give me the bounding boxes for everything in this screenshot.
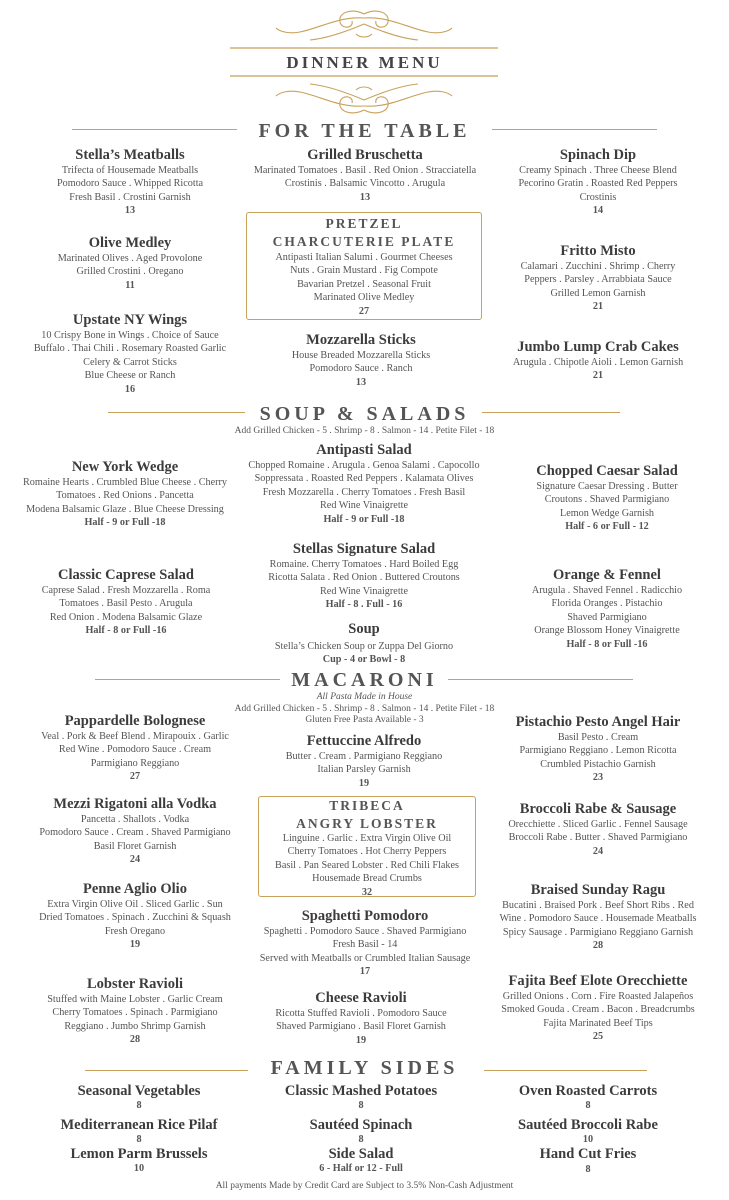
item-price: 27 <box>358 305 370 317</box>
item-desc: Shaved Parmigiano . Basil Floret Garnish <box>276 1021 446 1033</box>
item-name: Fritto Misto <box>560 243 636 259</box>
menu-item-mezzi-rigatoni-alla-vodka <box>15 795 255 867</box>
item-desc: Served with Meatballs or Crumbled Italian Sausage <box>259 952 471 964</box>
item-desc: Blue Cheese or Ranch <box>84 370 176 382</box>
item-desc: Red Wine . Pomodoro Sauce . Cream <box>58 744 212 756</box>
item-desc: Stella’s Chicken Soup or Zuppa Del Giorno <box>274 641 454 652</box>
item-name: Braised Sunday Ragu <box>530 882 666 898</box>
item-desc: Romaine Hearts . Crumbled Blue Cheese . Cherry <box>23 477 227 488</box>
item-price: 19 <box>358 777 370 789</box>
featured-pretzel-charcuterie <box>246 212 482 320</box>
item-price: 13 <box>124 205 136 217</box>
item-desc: Lemon Wedge Garnish <box>559 507 655 519</box>
item-name: Fettuccine Alfredo <box>306 733 422 749</box>
item-desc: Crostinis . Balsamic Vincotto . Arugula <box>284 178 446 190</box>
item-price: 28 <box>592 940 604 952</box>
side-item <box>241 1146 481 1174</box>
menu-item-pappardelle-bolognese <box>15 712 255 784</box>
side-price: 6 - Half or 12 - Full <box>319 1163 403 1174</box>
item-desc: Chopped Romaine . Arugula . Genoa Salami . Capocollo <box>248 460 480 471</box>
side-item <box>19 1146 259 1174</box>
side-item <box>19 1083 259 1111</box>
item-desc: Tomatoes . Basil Pesto . Arugula <box>59 598 193 610</box>
item-desc: Crumbled Pistachio Garnish <box>540 758 656 770</box>
item-desc: Reggiano . Jumbo Shrimp Garnish <box>64 1020 206 1032</box>
item-name: Cheese Ravioli <box>315 990 407 1006</box>
item-desc: Orecchiette . Sliced Garlic . Fennel Sausage <box>508 819 688 830</box>
section-title: FOR THE TABLE <box>258 120 471 142</box>
menu-item-fettuccine-alfredo <box>244 732 484 790</box>
featured-title: TRIBECA <box>329 798 405 813</box>
menu-item-cheese-ravioli <box>241 989 481 1047</box>
item-name: Jumbo Lump Crab Cakes <box>517 339 679 355</box>
item-price: 25 <box>592 1031 604 1043</box>
item-desc: Pancetta . Shallots . Vodka <box>80 814 190 825</box>
item-name: Olive Medley <box>88 235 172 251</box>
item-price: Half - 9 or Full -18 <box>323 513 405 525</box>
item-price: 11 <box>125 279 135 291</box>
item-price: Cup - 4 or Bowl - 8 <box>322 654 406 666</box>
section-title: FAMILY SIDES <box>270 1057 459 1079</box>
item-desc: Orange Blossom Honey Vinaigrette <box>534 625 680 637</box>
menu-item-braised-sunday-ragu <box>478 881 718 953</box>
item-desc: Bucatini . Braised Pork . Beef Short Ribs . Red <box>502 900 694 911</box>
item-desc: Buffalo . Thai Chili . Rosemary Roasted Garlic <box>33 343 227 355</box>
menu-item-spaghetti-pomodoro <box>236 907 494 979</box>
item-desc: Calamari . Zucchini . Shrimp . Cherry <box>520 261 676 272</box>
featured-title: PRETZEL <box>325 216 403 231</box>
menu-item-fajita-beef-elote-orecchiette <box>478 972 718 1044</box>
item-desc: Linguine . Garlic . Extra Virgin Olive Oil <box>282 833 452 844</box>
item-desc: Romaine. Cherry Tomatoes . Hard Boiled Egg <box>269 559 459 570</box>
item-desc: Wine . Pomodoro Sauce . Housemade Meatballs <box>499 913 697 925</box>
item-desc: Red Wine Vinaigrette <box>320 500 408 512</box>
section-subtitle: All Pasta Made in House <box>316 692 413 702</box>
item-desc: Fajita Marinated Beef Tips <box>543 1017 653 1029</box>
item-desc: Ricotta Stuffed Ravioli . Pomodoro Sauce <box>275 1008 447 1019</box>
item-desc: Marinated Olive Medley <box>313 292 415 304</box>
featured-tribeca-angry-lobster <box>258 796 476 897</box>
item-desc: Basil . Pan Seared Lobster . Red Chili Flakes <box>275 859 459 871</box>
item-desc: Dried Tomatoes . Spinach . Zucchini & Squash <box>39 912 231 924</box>
side-price: 8 <box>136 1134 142 1145</box>
section-soup-salads <box>0 402 729 438</box>
item-name: Stellas Signature Salad <box>292 541 436 557</box>
item-name: Classic Caprese Salad <box>58 567 194 583</box>
item-price: Half - 8 or Full -16 <box>566 638 648 650</box>
item-desc: Modena Balsamic Glaze . Blue Cheese Dressing <box>26 503 224 515</box>
section-subtitle: Gluten Free Pasta Available - 3 <box>305 715 424 725</box>
side-item <box>241 1083 481 1111</box>
item-desc: Ricotta Salata . Red Onion . Buttered Croutons <box>268 572 460 584</box>
item-name: Fajita Beef Elote Orecchiette <box>508 973 688 989</box>
item-desc: Basil Floret Garnish <box>93 840 177 852</box>
item-desc: Parmigiano Reggiano . Lemon Ricotta <box>519 745 677 757</box>
menu-item-stellas-signature-salad <box>241 540 487 612</box>
item-desc: Soppressata . Roasted Red Peppers . Kalamata Olives <box>254 473 474 485</box>
item-desc: Pomodoro Sauce . Whipped Ricotta <box>56 178 204 190</box>
item-desc: Butter . Cream . Parmigiano Reggiano <box>285 751 443 762</box>
item-desc: Marinated Olives . Aged Provolone <box>57 253 203 264</box>
item-desc: Fresh Mozzarella . Cherry Tomatoes . Fresh Basil <box>262 486 466 498</box>
item-desc: Spicy Sausage . Parmigiano Reggiano Garnish <box>502 926 694 938</box>
item-name: Mozzarella Sticks <box>306 332 416 348</box>
side-name: Seasonal Vegetables <box>77 1083 201 1099</box>
item-name: New York Wedge <box>71 459 179 475</box>
menu-item-jumbo-lump-crab-cakes <box>478 338 718 383</box>
side-name: Sautéed Broccoli Rabe <box>518 1117 658 1133</box>
item-desc: Crostinis <box>579 191 617 203</box>
item-desc: Smoked Gouda . Cream . Bacon . Breadcrumbs <box>501 1004 695 1016</box>
item-price: 21 <box>592 301 604 313</box>
side-price: 8 <box>358 1134 364 1145</box>
item-desc: Cherry Tomatoes . Spinach . Parmigiano <box>52 1007 218 1019</box>
menu-item-olive-medley <box>10 234 250 292</box>
item-price: 19 <box>355 1034 367 1046</box>
side-name: Mediterranean Rice Pilaf <box>60 1117 218 1133</box>
item-desc: Basil Pesto . Cream <box>557 732 639 743</box>
item-price: 24 <box>129 854 141 866</box>
item-desc: Arugula . Chipotle Aioli . Lemon Garnish <box>512 357 684 368</box>
side-name: Lemon Parm Brussels <box>70 1146 208 1162</box>
item-name: Grilled Bruschetta <box>307 147 423 163</box>
item-name: Mezzi Rigatoni alla Vodka <box>53 796 217 812</box>
side-name: Side Salad <box>328 1146 394 1162</box>
side-item <box>468 1146 708 1175</box>
item-name: Upstate NY Wings <box>72 312 188 328</box>
item-desc: Croutons . Shaved Parmigiano <box>544 494 670 506</box>
menu-item-broccoli-rabe-sausage <box>478 800 718 858</box>
item-price: Half - 8 . Full - 16 <box>325 599 403 611</box>
side-price: 8 <box>585 1100 591 1111</box>
item-desc: Housemade Bread Crumbs <box>312 873 422 885</box>
menu-item-soup <box>244 620 484 667</box>
item-name: Spinach Dip <box>559 147 637 163</box>
side-price: 8 <box>136 1100 142 1111</box>
item-desc: Antipasti Italian Salumi . Gourmet Cheeses <box>275 252 453 263</box>
item-desc: Shaved Parmigiano <box>567 611 647 623</box>
side-price: 10 <box>133 1163 145 1174</box>
menu-item-grilled-bruschetta <box>235 146 495 204</box>
item-desc: Florida Oranges . Pistachio <box>551 598 663 610</box>
menu-title: DINNER MENU <box>286 53 443 72</box>
item-name: Antipasti Salad <box>316 442 412 458</box>
item-price: Half - 8 or Full -16 <box>85 625 167 637</box>
item-desc: Marinated Tomatoes . Basil . Red Onion . Stracciatella <box>253 165 477 176</box>
item-name: Pistachio Pesto Angel Hair <box>515 714 681 730</box>
item-price: 19 <box>129 939 141 951</box>
item-desc: Broccoli Rabe . Butter . Shaved Parmigiano <box>508 832 688 844</box>
item-desc: Fresh Basil . Crostini Garnish <box>69 191 191 203</box>
side-name: Sautéed Spinach <box>309 1117 413 1133</box>
item-desc: Fresh Oregano <box>104 925 166 937</box>
menu-item-lobster-ravioli <box>15 975 255 1047</box>
item-desc: Pomodoro Sauce . Cream . Shaved Parmigiano <box>39 827 231 839</box>
item-price: 14 <box>592 205 604 217</box>
item-desc: Nuts . Grain Mustard . Fig Compote <box>290 265 438 277</box>
item-desc: Red Wine Vinaigrette <box>320 585 408 597</box>
section-title: MACARONI <box>291 669 438 691</box>
item-desc: Trifecta of Housemade Meatballs <box>61 165 199 176</box>
header-ornament-top <box>0 6 729 50</box>
menu-item-upstate-ny-wings <box>5 311 255 396</box>
item-desc: House Breaded Mozzarella Sticks <box>291 350 431 361</box>
side-name: Oven Roasted Carrots <box>518 1083 658 1099</box>
header-ornament-bottom <box>0 74 729 118</box>
item-desc: Italian Parsley Garnish <box>317 764 411 776</box>
item-desc: Pomodoro Sauce . Ranch <box>309 363 413 375</box>
menu-item-antipasti-salad <box>231 441 497 526</box>
item-desc: Bavarian Pretzel . Seasonal Fruit <box>297 278 431 290</box>
menu-item-new-york-wedge <box>5 458 245 530</box>
side-item <box>468 1117 708 1145</box>
item-price: 32 <box>361 886 373 898</box>
section-title: SOUP & SALADS <box>259 403 470 425</box>
item-price: 16 <box>124 383 136 395</box>
menu-item-spinach-dip <box>478 146 718 218</box>
section-for-the-table <box>0 119 729 143</box>
side-name: Hand Cut Fries <box>539 1146 637 1162</box>
side-price: 10 <box>582 1134 594 1145</box>
section-family-sides <box>0 1056 729 1080</box>
side-item <box>468 1083 708 1111</box>
side-item <box>241 1117 481 1145</box>
side-price: 8 <box>585 1164 591 1175</box>
side-price: 8 <box>358 1100 364 1111</box>
menu-item-classic-caprese-salad <box>6 566 246 638</box>
item-name: Spaghetti Pomodoro <box>301 908 429 924</box>
item-desc: Veal . Pork & Beef Blend . Mirapouix . Garlic <box>41 731 229 742</box>
item-desc: 10 Crispy Bone in Wings . Choice of Sauce <box>41 330 219 341</box>
menu-item-penne-aglio-olio <box>15 880 255 952</box>
item-desc: Grilled Lemon Garnish <box>550 287 646 299</box>
item-desc: Celery & Carrot Sticks <box>83 356 177 368</box>
section-subtitle: Add Grilled Chicken - 5 . Shrimp - 8 . Salmon - 14 . Petite Filet - 18 <box>234 703 495 714</box>
item-desc: Stuffed with Maine Lobster . Garlic Cream <box>47 994 223 1005</box>
item-name: Broccoli Rabe & Sausage <box>519 801 677 817</box>
side-name: Classic Mashed Potatoes <box>284 1083 438 1099</box>
item-price: 24 <box>592 845 604 857</box>
item-desc: Pecorino Gratin . Roasted Red Peppers <box>518 178 678 190</box>
item-price: 13 <box>355 376 367 388</box>
item-price: 17 <box>359 966 371 978</box>
item-desc: Arugula . Shaved Fennel . Radicchio <box>531 585 683 596</box>
item-name: Stella’s Meatballs <box>75 147 185 163</box>
item-desc: Grilled Crostini . Oregano <box>76 266 184 278</box>
item-name: Chopped Caesar Salad <box>536 463 678 479</box>
menu-item-orange-fennel <box>494 566 720 651</box>
item-desc: Red Onion . Modena Balsamic Glaze <box>49 611 203 623</box>
item-desc: Creamy Spinach . Three Cheese Blend <box>519 165 677 176</box>
item-desc: Extra Virgin Olive Oil . Sliced Garlic . Sun <box>47 899 223 910</box>
item-name: Pappardelle Bolognese <box>64 713 206 729</box>
item-price: 28 <box>129 1034 141 1046</box>
featured-title: CHARCUTERIE PLATE <box>272 234 456 249</box>
item-price: 21 <box>592 370 604 382</box>
item-desc: Fresh Basil - 14 <box>332 939 398 951</box>
item-name: Lobster Ravioli <box>87 976 183 992</box>
menu-item-mozzarella-sticks <box>241 331 481 389</box>
item-price: 13 <box>359 191 371 203</box>
item-price: 23 <box>592 772 604 784</box>
item-price: Half - 6 or Full - 12 <box>565 521 649 533</box>
item-name: Soup <box>348 621 380 637</box>
menu-item-chopped-caesar-salad <box>494 462 720 534</box>
footer-note: All payments Made by Credit Card are Subject to 3.5% Non-Cash Adjustment <box>215 1181 514 1191</box>
item-desc: Peppers . Parsley . Arrabbiata Sauce <box>524 274 672 286</box>
menu-item-pistachio-pesto-angel-hair <box>478 713 718 785</box>
item-desc: Spaghetti . Pomodoro Sauce . Shaved Parmigiano <box>263 926 467 937</box>
item-desc: Signature Caesar Dressing . Butter <box>536 481 678 492</box>
item-name: Orange & Fennel <box>553 567 661 583</box>
item-price: 27 <box>129 771 141 783</box>
item-desc: Grilled Onions . Corn . Fire Roasted Jalapeños <box>502 991 694 1002</box>
featured-title: ANGRY LOBSTER <box>296 816 438 831</box>
item-desc: Cherry Tomatoes . Hot Cherry Peppers <box>287 846 447 858</box>
menu-item-stellas-meatballs <box>10 146 250 218</box>
item-desc: Caprese Salad . Fresh Mozzarella . Roma <box>41 585 211 596</box>
menu-item-fritto-misto <box>478 242 718 314</box>
item-name: Penne Aglio Olio <box>83 881 187 897</box>
side-item <box>19 1117 259 1145</box>
item-desc: Tomatoes . Red Onions . Pancetta <box>56 490 194 502</box>
section-subtitle: Add Grilled Chicken - 5 . Shrimp - 8 . Salmon - 14 . Petite Filet - 18 <box>234 426 495 436</box>
item-price: Half - 9 or Full -18 <box>84 517 166 529</box>
item-desc: Parmigiano Reggiano <box>90 757 180 769</box>
